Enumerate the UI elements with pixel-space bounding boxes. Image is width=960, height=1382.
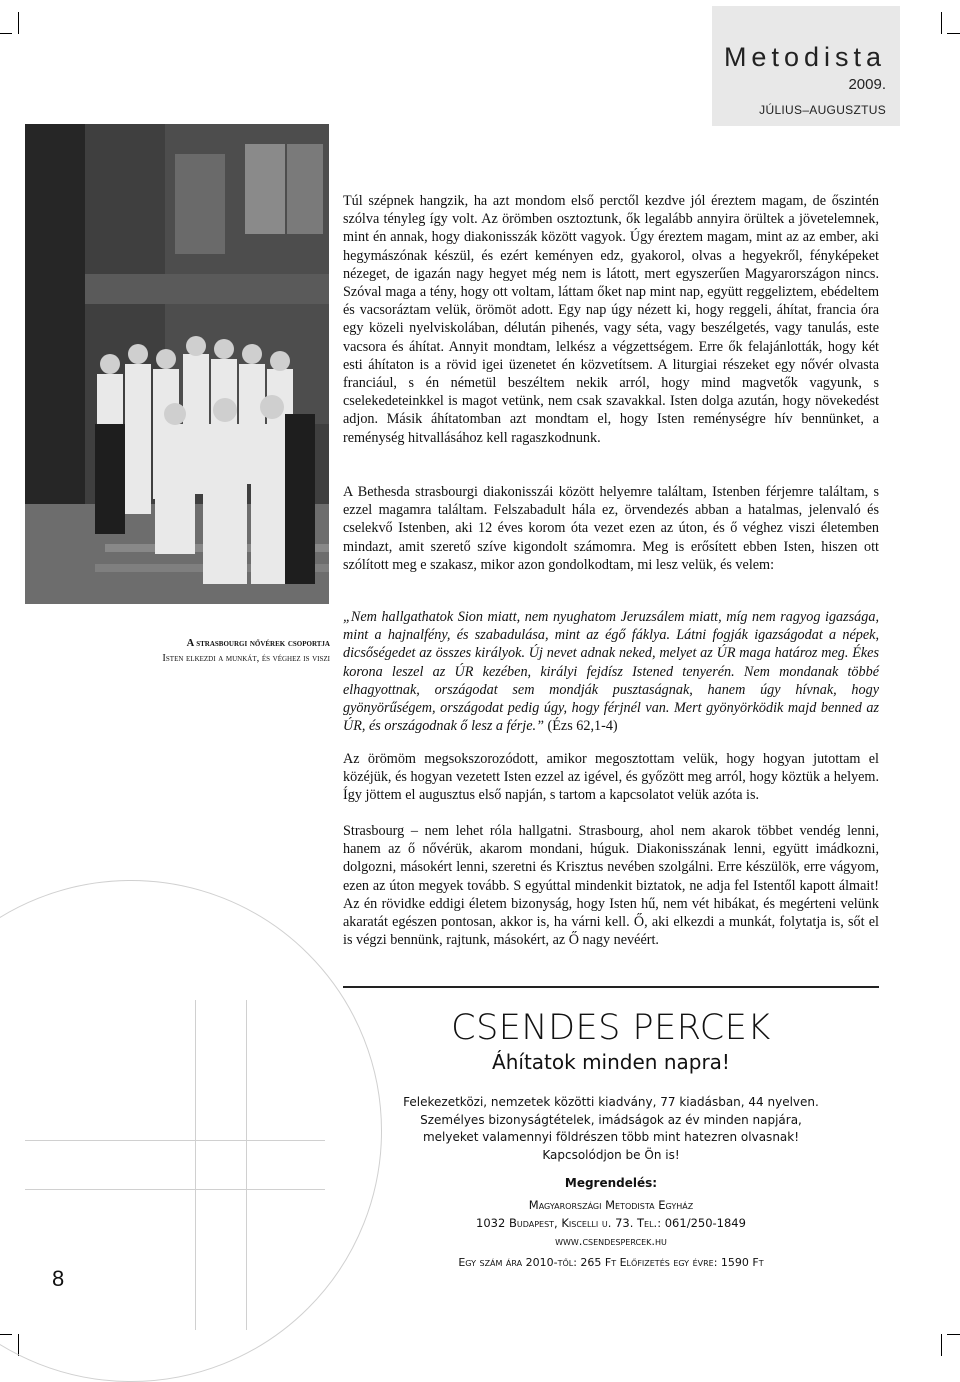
- bible-quote-paragraph: [343, 608, 879, 735]
- ad-order-label: Megrendelés:: [564, 1176, 658, 1190]
- article-paragraph-5: [343, 822, 879, 949]
- ad-organization: Magyarországi Metodista Egyház: [528, 1198, 694, 1212]
- magazine-header: [712, 6, 900, 126]
- bible-quote: [343, 608, 879, 735]
- photo-caption-text: Isten elkezdi a munkát, és véghez is viszi: [162, 653, 330, 664]
- article-paragraph-4: [343, 750, 879, 805]
- crop-mark-tr-h: [947, 33, 960, 34]
- ad-subtitle: Áhítatok minden napra!: [492, 1050, 730, 1074]
- ad-title: CSENDES PERCEK: [451, 1008, 771, 1048]
- article-paragraph-4-text: Az örömöm megsokszorozódott, amikor megosztottam velük, hogy hogyan jutottam el közéjük, és hogyan vezetett Isten ezzel az igével, és győzött meg arról, hogy köztük a helyem. Így jöttem el augusztus első napján, s tartom a kapcsolatot velük azóta is.: [343, 751, 879, 804]
- crop-mark-tl-h: [0, 33, 12, 34]
- issue-year: 2009.: [848, 76, 886, 93]
- article-paragraph-2: [343, 483, 879, 574]
- cross-watermark-horizontal: [25, 1140, 325, 1190]
- article-paragraph-5-text: Strasbourg – nem lehet róla hallgatni. Strasbourg, ahol nem akarok többet vendég lenni, hanem az ő nővérük, akarom mondani, húguk. Diakonisszának lenni, együtt imádkozni, dolgozni, másokért lenni, szeretni és Krisztus nevében szolgálni. Erre készülök, erre vágyom, ezen az úton megyek tovább. S egyúttal mindenkit biztatok, ne adja fel Istentől kapott álmait! Az én rövidke eddigi életem bizonyság, hogy Isten hű, nem vét hibákat, és megérteni velünk akaratát egészen pontosan, akkor is, ha várni kell. Ő, aki elkezdi a munkát, folytatja is, sőt el is végzi bennünk, rajtunk, másokért, az Ő nagy nevéért.: [343, 823, 879, 949]
- ad-description: [343, 1094, 879, 1164]
- ad-description-line-1: Felekezetközi, nemzetek közötti kiadvány, 77 kiadásban, 44 nyelven.: [403, 1095, 819, 1109]
- ad-website: www.csendespercek.hu: [555, 1234, 667, 1248]
- cross-watermark-arc: [0, 880, 382, 1382]
- crop-mark-tr-v: [941, 12, 942, 34]
- ad-contact: [343, 1196, 879, 1250]
- issue-months: JÚLIUS–AUGUSZTUS: [759, 103, 886, 117]
- crop-mark-tl-v: [18, 12, 19, 34]
- bible-quote-reference: (Ézs 62,1-4): [547, 718, 618, 735]
- bible-quote-text: „Nem hallgathatok Sion miatt, nem nyughatom Jeruzsálem miatt, míg nem ragyog igazsága, mint a hajnalfény, és szabadulása, mint az égő fáklya. Látni fogják igazságodat a népek, dicsőségedet az összes királyok. Új nevet adnak neked, melyet az ÚR maga határoz meg. Ékes korona leszel az ÚR kezében, királyi fejdísz Istened tenyerén. Nem mondanak többé elhagyottnak, országodat sem mondják pusztaságnak, hanem úgy hívnak, hogy gyönyörűségem, országodat pedig úgy, hogy férjnél van. Mert gyönyörködik majd benned az ÚR, és országodnak ő lesz a férje.”: [343, 609, 879, 735]
- photo-caption-title: A strasbourgi nővérek csoportja: [186, 638, 330, 649]
- ad-description-line-4: Kapcsolódjon be Ön is!: [542, 1147, 680, 1162]
- crop-mark-br-v: [941, 1334, 942, 1356]
- article-paragraph-2-text: A Bethesda strasbourgi diakonisszái között helyemre találtam, Istenben férjemre találtam, s ezzel magamra találtam. Felszabadult hála ez, örvendezés abban a hatalmas, jelenvaló és cselekvő Istenben, aki 12 éves korom óta vezet ezen az úton, és ő véghez viszi életemben mindazt, amit szerető szíve kigondolt számomra. Meg is erősített ebben Isten, hiszen ott szólított meg e szakasz, mikor azon gondolkodtam, mi lesz velük, és velem:: [343, 484, 879, 573]
- crop-mark-br-h: [947, 1334, 960, 1335]
- ad-price: Egy szám ára 2010-től: 265 Ft Előfizetés egy évre: 1590 Ft: [458, 1256, 764, 1269]
- group-photo: [25, 124, 329, 604]
- ad-description-line-3: melyeket valamennyi földrészen több mint hatezren olvasnak!: [422, 1130, 800, 1144]
- article-paragraph-1-text: Túl szépnek hangzik, ha azt mondom első perctől kezdve jól éreztem magam, de őszintén szólva tényleg így volt. Az örömben osztoztunk, ők legalább annyira örültek a jövetelemnek, mint én annak, hogy diakonisszák között vagyok. Úgy éreztem magam, mint az az ember, aki hegymászónak készül, és ezért keményen edz, gyakorol, olvas a hegyekről, fényképeket nézeget, de igazán nagy hegyet még nem is látott, mert egyszerűen Magyarországon nincs. Szóval maga a tény, hogy ott voltam, láttam őket nap mint nap, együtt reggeliztem, ebédeltem és vacsoráztam velük, örömöt adott. Egy nap úgy nézett ki, hogy reggeli, áhítat, francia óra egy közeli nyelviskolában, délután pihenés, vagy séta, vagy beszélgetés, vagy tanulás, este vacsora és áhítat. Annyit mondtam, lelkész a végzettségem. Erre ők felajánlották, hogy két esti áhítaton is a rövid igei üzenetet én közvetítsem. A liturgiai részeket egy nővér olvasta franciául, s én németül beszéltem nekik arról, hogy mind magvetők vagyunk, s cselekedeteinkkel is magot vetünk, nem csak szavakkal. Isten dolga azután, hogy növekedést adjon. Másik áhítatomban azt mondtam el, hogy Isten reménységre hív bennünket, a reménység hitvallásához kell ragaszkodnunk.: [343, 193, 879, 446]
- photo-caption: [30, 636, 330, 666]
- group-photo-image: [25, 124, 329, 604]
- section-divider: [343, 986, 879, 988]
- ad-address: 1032 Budapest, Kiscelli u. 73. Tel.: 061/250-1849: [476, 1216, 746, 1230]
- magazine-title: Metodista: [723, 42, 886, 72]
- ad-description-line-2: Személyes bizonyságtételek, imádságok az év minden napjára,: [420, 1112, 802, 1127]
- article-paragraph-1: [343, 192, 879, 447]
- page-number: 8: [52, 1266, 65, 1291]
